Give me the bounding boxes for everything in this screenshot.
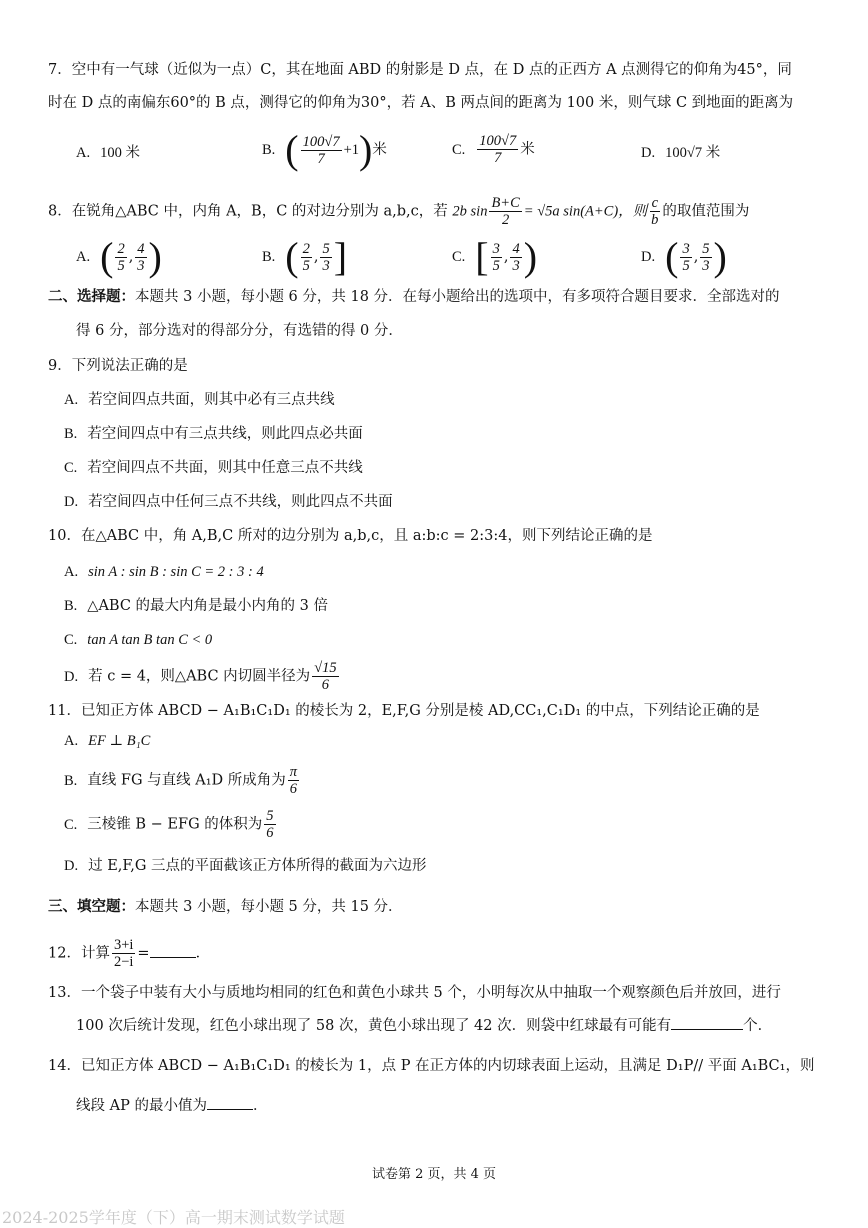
option-label: B. xyxy=(262,142,276,158)
option-label: D. xyxy=(641,249,656,265)
left-paren: ( xyxy=(285,127,299,172)
option-text: 100 米 xyxy=(100,145,140,161)
q8-stem-pre: 8．在锐角△ABC 中，内角 A，B，C 的对边分别为 a,b,c，若 xyxy=(48,203,448,220)
fraction-denominator: 7 xyxy=(317,150,325,167)
q8-stem xyxy=(48,195,749,228)
page-footer: 试卷第 2 页，共 4 页 xyxy=(371,1167,497,1182)
section-2-desc-line2: 得 6 分，部分选对的得部分分，有选错的得 0 分． xyxy=(76,323,403,339)
option-label: D. xyxy=(641,145,656,161)
q11-option-b: B. 直线 FG 与直线 A₁D 所成角为 $\frac{\pi}{6}$ xyxy=(64,764,298,797)
answer-blank[interactable] xyxy=(207,1109,253,1110)
q7-option-c xyxy=(452,133,535,166)
option-label: B. xyxy=(262,249,276,265)
option-label: A. xyxy=(76,145,91,161)
q10-option-a: A. sin A : sin B : sin C = 2 : 3 : 4 xyxy=(64,564,264,580)
q7-stem-line2: 时在 D 点的南偏东60°的 B 点，测得它的仰角为30°，若 A、B 两点间的距离为 100 米，则气球 C 到地面的距离为 xyxy=(48,95,794,111)
q9-option-d: D. 若空间四点中任何三点不共线，则此四点不共面 xyxy=(64,494,393,510)
fraction-numerator: c xyxy=(651,195,659,211)
q8-eq-left: 2b sin xyxy=(452,203,488,220)
q9-stem: 9．下列说法正确的是 xyxy=(48,358,188,374)
option-unit: 米 xyxy=(372,142,387,158)
option-label: C. xyxy=(452,141,466,158)
q11-option-a: A. EF ⊥ B₁C xyxy=(64,733,151,749)
option-tail: +1 xyxy=(343,142,360,158)
q8-option-a: A. ( $\frac{2}{5}$ , $\frac{4}{3}$ ) xyxy=(76,234,162,279)
q11-option-d: D. 过 E,F,G 三点的平面截该正方体所得的截面为六边形 xyxy=(64,858,427,874)
section-title: 三、填空题： xyxy=(48,898,135,915)
fraction-denominator: 7 xyxy=(494,150,502,166)
section-3-header xyxy=(48,897,403,917)
q7-stem-line1: 7．空中有一气球（近似为一点）C，其在地面 ABD 的射影是 D 点，在 D 点的正西方 A 点测得它的仰角为45°，同 xyxy=(48,62,792,78)
q11-option-c: C. 三棱锥 B − EFG 的体积为 $\frac{5}{6}$ xyxy=(64,808,274,841)
q14-stem-line1: 14．已知正方体 ABCD − A₁B₁C₁D₁ 的棱长为 1，点 P 在正方体的内切球表面上运动，且满足 D₁P// 平面 A₁BC₁，则 xyxy=(48,1058,815,1074)
section-2-header xyxy=(48,287,780,307)
q8-stem-post: 的取值范围为 xyxy=(662,203,750,220)
q11-stem: 11．已知正方体 ABCD − A₁B₁C₁D₁ 的棱长为 2，E,F,G 分别是棱 AD,CC₁,C₁D₁ 的中点，下列结论正确的是 xyxy=(48,703,760,719)
q10-option-c: C. tan A tan B tan C < 0 xyxy=(64,632,213,648)
fraction-numerator: 100√7 xyxy=(302,133,340,150)
watermark: 2024-2025学年度（下）高一期末测试数学试题 xyxy=(2,1208,345,1227)
option-label: A. xyxy=(76,249,91,265)
section-desc: 本题共 3 小题，每小题 5 分，共 15 分． xyxy=(135,899,403,915)
answer-blank[interactable] xyxy=(150,957,196,958)
q7-option-a xyxy=(76,143,140,163)
q13-stem-line2: 100 次后统计发现，红色小球出现了 58 次，黄色小球出现了 42 次．则袋中红球最有可能有 个． xyxy=(76,1018,773,1034)
q12-stem: 12．计算 $\frac{3+i}{2-i}$ = ． xyxy=(48,937,211,970)
q8-eq-right: = √5a sin(A+C)，则 xyxy=(523,203,648,220)
q14-stem-line2: 线段 AP 的最小值为 ． xyxy=(76,1098,268,1114)
option-label: C. xyxy=(452,249,466,265)
q9-option-b: B. 若空间四点中有三点共线，则此四点必共面 xyxy=(64,426,363,442)
q8-option-b: B. ( $\frac{2}{5}$ , $\frac{5}{3}$ ] xyxy=(262,234,348,279)
q13-stem-line1: 13．一个袋子中装有大小与质地均相同的红色和黄色小球共 5 个，小明每次从中抽取一个观察颜色后并放回，进行 xyxy=(48,985,781,1001)
q7-option-d xyxy=(641,143,720,163)
q10-option-d: D. 若 c = 4，则△ABC 内切圆半径为 $\frac{√15}{6}$ xyxy=(64,660,337,693)
fraction-denominator: 2 xyxy=(501,212,510,228)
fraction-denominator: b xyxy=(651,212,659,228)
right-paren: ) xyxy=(359,127,373,172)
option-unit: 米 xyxy=(520,141,535,158)
q8-option-d: D. ( $\frac{3}{5}$ , $\frac{5}{3}$ ) xyxy=(641,234,727,279)
answer-blank[interactable] xyxy=(671,1029,743,1030)
q10-stem: 10．在△ABC 中，角 A,B,C 所对的边分别为 a,b,c，且 a:b:c = 2:3:4，则下列结论正确的是 xyxy=(48,528,653,544)
q9-option-a: A. 若空间四点共面，则其中必有三点共线 xyxy=(64,392,335,408)
fraction-numerator: B+C xyxy=(491,195,520,211)
q9-option-c: C. 若空间四点不共面，则其中任意三点不共线 xyxy=(64,460,363,476)
q10-option-b: B. △ABC 的最大内角是最小内角的 3 倍 xyxy=(64,598,328,614)
section-title: 二、选择题： xyxy=(48,288,135,305)
fraction-numerator: 100√7 xyxy=(479,133,517,149)
q8-option-c: C. [ $\frac{3}{5}$ , $\frac{4}{3}$ ) xyxy=(452,234,538,279)
option-text: 100√7 米 xyxy=(665,145,721,161)
section-desc: 本题共 3 小题，每小题 6 分，共 18 分．在每小题给出的选项中，有多项符合题目要求．全部选对的 xyxy=(135,289,780,305)
q7-option-b xyxy=(262,127,387,172)
